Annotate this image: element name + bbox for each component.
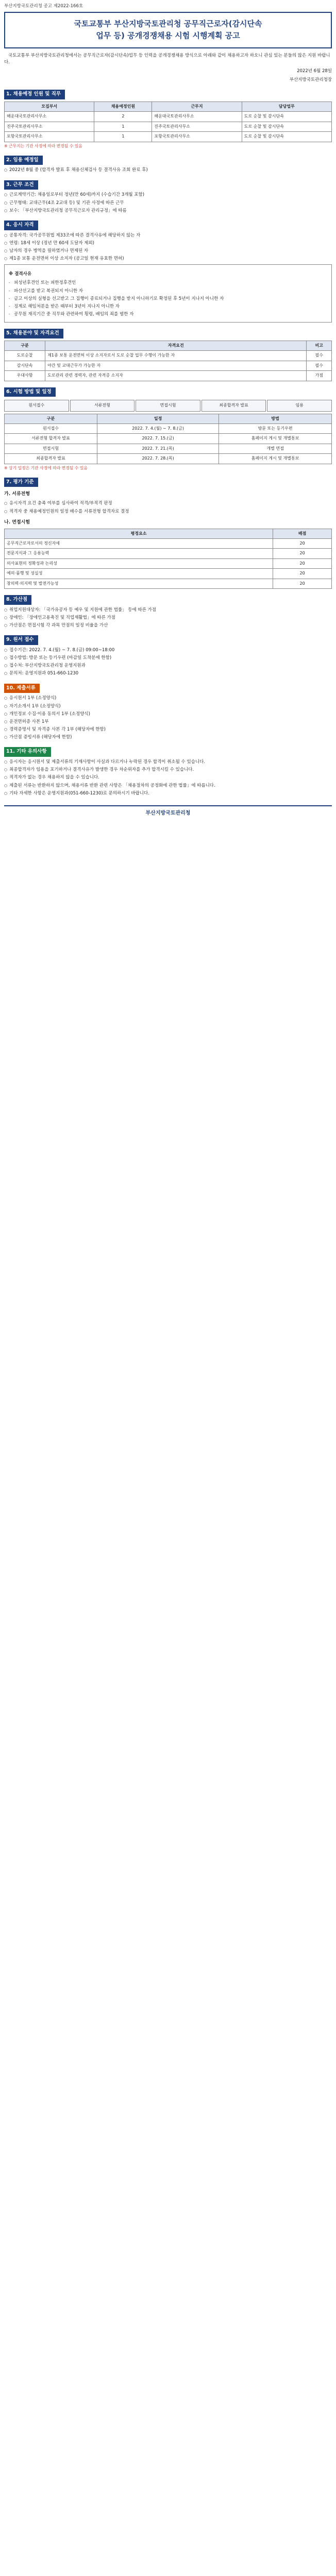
section-6	[4, 387, 332, 471]
section-7	[4, 478, 332, 589]
table-cell: 진주국토관리사무소	[152, 122, 242, 131]
list-item: ○ 근로계약기간: 채용일로부터 정년(만 60세)까지 (수습기간 3개월 포함)	[4, 192, 332, 198]
table-cell: 의사표현의 정확성과 논리성	[5, 558, 273, 568]
list-item: - 파산선고를 받고 복권되지 아니한 자	[9, 288, 327, 295]
table-cell: 포항국토관리사무소	[152, 132, 242, 142]
section-11-heading: 11. 기타 유의사항	[4, 747, 51, 757]
table-cell: 방문 또는 등기우편	[219, 424, 332, 434]
table-row	[5, 569, 332, 579]
list-item: ○ 자기소개서 1부 (소정양식)	[4, 703, 332, 710]
table-row	[5, 361, 332, 370]
list-item: ○ 취업지원대상자: 「국가유공자 등 예우 및 지원에 관한 법률」 등에 따른 가점	[4, 607, 332, 614]
section-1-note: ※ 근무지는 기관 사정에 따라 변경될 수 있음	[4, 143, 82, 148]
table-row	[5, 549, 332, 558]
table-cell: 20	[273, 539, 332, 549]
section-5	[4, 329, 332, 381]
table-row	[5, 444, 332, 453]
table-cell: 2022. 7. 21.(목)	[97, 444, 219, 453]
list-item: ○ 가산점은 면접시험 각 과목 만점의 일정 비율을 가산	[4, 622, 332, 629]
table-cell: 20	[273, 579, 332, 588]
table-cell: 20	[273, 569, 332, 579]
section-6-note: ※ 상기 일정은 기관 사정에 따라 변경될 수 있음	[4, 465, 88, 470]
table-row	[5, 539, 332, 549]
table-header: 담당업무	[242, 102, 331, 112]
list-item: ○ 가산점 증빙서류 (해당자에 한함)	[4, 734, 332, 741]
section-7-table	[4, 529, 332, 589]
table-cell: 면접시험	[5, 444, 97, 453]
table-header: 자격요건	[45, 341, 307, 351]
table-cell: 야간 및 교대근무가 가능한 자	[45, 361, 307, 370]
process-step: 임용	[267, 400, 332, 411]
list-item: ○ 응시자는 응시원서 및 제출서류의 기재사항이 사실과 다르거나 누락된 경우 합격이 취소될 수 있습니다.	[4, 759, 332, 766]
table-header: 평정요소	[5, 529, 273, 538]
list-item: ○ 운전면허증 사본 1부	[4, 719, 332, 725]
section-8	[4, 595, 332, 629]
table-cell: 감시단속	[5, 361, 45, 370]
table-cell: 진주국토관리사무소	[5, 122, 94, 131]
table-cell: 가점	[307, 371, 332, 381]
section-6-table	[4, 414, 332, 464]
table-cell: 홈페이지 게시 및 개별통보	[219, 454, 332, 464]
table-cell: 원서접수	[5, 424, 97, 434]
table-cell: 1	[94, 122, 152, 131]
table-row	[5, 558, 332, 568]
table-cell: 2022. 7. 28.(목)	[97, 454, 219, 464]
page-title-line1: 국토교통부 부산지방국토관리청 공무직근로자(감시단속	[74, 19, 262, 29]
section-4	[4, 221, 332, 323]
section-1	[4, 90, 332, 149]
list-item: ○ 경력증명서 및 자격증 사본 각 1부 (해당자에 한함)	[4, 726, 332, 733]
list-item: ○ 2022년 8월 중 (합격자 발표 후 채용신체검사 등 결격사유 조회 완료 후)	[4, 167, 332, 174]
disqualification-title: ※ 결격사유	[9, 272, 32, 277]
list-item: ○ 기타 자세한 사항은 운영지원과(051-660-1230)로 문의하시기 바랍니다.	[4, 790, 332, 797]
table-header: 구분	[5, 341, 45, 351]
list-item: - 금고 이상의 실형을 선고받고 그 집행이 종료되거나 집행을 받지 아니하기로 확정된 후 5년이 지나지 아니한 자	[9, 296, 327, 302]
section-10-heading: 10. 제출서류	[4, 684, 40, 693]
table-row	[5, 122, 332, 131]
section-2-heading: 2. 임용 예정일	[4, 156, 43, 165]
table-cell: 우대사항	[5, 371, 45, 381]
section-6-heading: 6. 시험 방법 및 일정	[4, 387, 56, 397]
table-cell: 제1종 보통 운전면허 이상 소지자로서 도로 순찰 업무 수행이 가능한 자	[45, 351, 307, 361]
process-step: 최종합격자 발표	[201, 400, 266, 411]
table-cell: 2022. 7. 4.(월) ~ 7. 8.(금)	[97, 424, 219, 434]
list-item: ○ 적격자 중 채용예정인원의 일정 배수를 서류전형 합격자로 결정	[4, 509, 332, 515]
section-11	[4, 747, 332, 797]
process-step: 서류전형	[70, 400, 135, 411]
list-item: - 피성년후견인 또는 피한정후견인	[9, 280, 327, 286]
issue-date: 2022년 6월 28일	[297, 69, 332, 74]
list-item: ○ 제출된 서류는 반환하지 않으며, 채용서류 반환 관련 사항은 「채용절차의 공정화에 관한 법률」에 따릅니다.	[4, 783, 332, 789]
section-3-heading: 3. 근무 조건	[4, 180, 38, 190]
section-7-heading: 7. 평가 기준	[4, 478, 38, 487]
issuer: 부산지방국토관리청장	[289, 77, 332, 83]
table-header: 근무지	[152, 102, 242, 112]
table-cell: 필수	[307, 361, 332, 370]
section-5-heading: 5. 채용분야 및 자격요건	[4, 329, 63, 338]
table-cell: 해운대국토관리사무소	[5, 112, 94, 122]
list-item: ○ 장애인: 「장애인고용촉진 및 직업재활법」에 따른 가점	[4, 615, 332, 621]
table-cell: 20	[273, 549, 332, 558]
section-7-sub1: 가. 서류전형	[4, 492, 30, 497]
table-cell: 필수	[307, 351, 332, 361]
list-item: ○ 응시자격 요건 충족 여부를 심사하여 적격/부적격 판정	[4, 500, 332, 507]
section-2	[4, 156, 332, 174]
section-1-table	[4, 101, 332, 142]
list-item: ○ 남자의 경우 병역을 필하였거나 면제된 자	[4, 248, 332, 255]
table-header: 방법	[219, 414, 332, 423]
table-cell: 도로관리 관련 경력자, 관련 자격증 소지자	[45, 371, 307, 381]
list-item: ○ 접수기간: 2022. 7. 4.(월) ~ 7. 8.(금) 09:00~18:00	[4, 647, 332, 654]
list-item: ○ 응시원서 1부 (소정양식)	[4, 695, 332, 702]
list-item: ○ 최종합격자가 임용을 포기하거나 결격사유가 발생한 경우 차순위자를 추가 합격시킬 수 있습니다.	[4, 767, 332, 773]
list-item: - 징계로 해임처분을 받은 때부터 3년이 지나지 아니한 자	[9, 303, 327, 310]
table-cell: 해운대국토관리사무소	[152, 112, 242, 122]
list-item: ○ 연령: 18세 이상 (정년 만 60세 도달자 제외)	[4, 240, 332, 247]
table-cell: 2022. 7. 15.(금)	[97, 434, 219, 444]
table-cell: 도로 순찰 및 감시단속	[242, 132, 331, 142]
section-9	[4, 635, 332, 677]
table-row	[5, 112, 332, 122]
section-9-heading: 9. 원서 접수	[4, 635, 38, 645]
list-item: ○ 개인정보 수집·이용 동의서 1부 (소정양식)	[4, 711, 332, 718]
table-cell: 서류전형 합격자 발표	[5, 434, 97, 444]
process-step: 면접시험	[136, 400, 200, 411]
table-cell: 2	[94, 112, 152, 122]
intro-text: 국토교통부 부산지방국토관리청에서는 공무직근로자(감시단속)업무 등 인력을 공개경쟁채용 방식으로 아래와 같이 채용하고자 하오니 관심 있는 분들의 많은 지원 바랍니다.	[4, 53, 330, 65]
table-cell: 도로순찰	[5, 351, 45, 361]
title-box	[4, 12, 332, 48]
section-1-heading: 1. 채용예정 인원 및 직무	[4, 90, 65, 99]
table-row	[5, 424, 332, 434]
table-header: 배점	[273, 529, 332, 538]
table-cell: 도로 순찰 및 감시단속	[242, 112, 331, 122]
list-item: ○ 문의처: 운영지원과 051-660-1230	[4, 670, 332, 677]
footer-issuer: 부산지방국토관리청	[4, 805, 332, 818]
process-steps	[4, 400, 332, 411]
table-cell: 홈페이지 게시 및 개별통보	[219, 434, 332, 444]
list-item: ○ 공통자격: 국가공무원법 제33조에 따른 결격사유에 해당하지 않는 자	[4, 232, 332, 239]
section-10	[4, 684, 332, 741]
table-cell: 최종합격자 발표	[5, 454, 97, 464]
list-item: ○ 접수처: 부산지방국토관리청 운영지원과	[4, 663, 332, 669]
table-cell: 도로 순찰 및 감시단속	[242, 122, 331, 131]
table-row	[5, 454, 332, 464]
table-cell: 창의력·의지력 및 발전가능성	[5, 579, 273, 588]
table-cell: 예의·품행 및 성실성	[5, 569, 273, 579]
table-row	[5, 132, 332, 142]
table-cell: 공무직근로자로서의 정신자세	[5, 539, 273, 549]
section-3	[4, 180, 332, 214]
list-item: - 공무원 재직기간 중 직무와 관련하여 횡령, 배임의 죄를 범한 자	[9, 311, 327, 318]
section-7-sub2: 나. 면접시험	[4, 519, 30, 525]
table-row	[5, 351, 332, 361]
list-item: ○ 근무형태: 교대근무(4조 2교대 등) 및 기관 사정에 따른 근무	[4, 200, 332, 207]
table-cell: 20	[273, 558, 332, 568]
table-header: 비고	[307, 341, 332, 351]
table-row	[5, 579, 332, 588]
page-title-line2: 업무 등) 공개경쟁채용 시험 시행계획 공고	[96, 31, 240, 41]
section-4-heading: 4. 응시 자격	[4, 221, 38, 230]
list-item: ○ 적격자가 없는 경우 채용하지 않을 수 있습니다.	[4, 774, 332, 781]
list-item: ○ 보수: 「부산지방국토관리청 공무직근로자 관리규정」에 따름	[4, 208, 332, 214]
notice-number: 부산지방국토관리청 공고 제2022-166호	[4, 4, 83, 9]
table-cell: 전문지식과 그 응용능력	[5, 549, 273, 558]
table-header: 일정	[97, 414, 219, 423]
section-5-table	[4, 341, 332, 381]
page	[0, 0, 336, 827]
table-header: 채용예정인원	[94, 102, 152, 112]
process-step: 원서접수	[4, 400, 69, 411]
list-item: ○ 제1종 보통 운전면허 이상 소지자 (공고일 현재 유효한 면허)	[4, 256, 332, 262]
table-header: 모집부서	[5, 102, 94, 112]
disqualification-box	[4, 264, 332, 323]
table-cell: 1	[94, 132, 152, 142]
table-cell: 포항국토관리사무소	[5, 132, 94, 142]
table-cell: 개별 면접	[219, 444, 332, 453]
table-row	[5, 434, 332, 444]
section-8-heading: 8. 가산점	[4, 595, 31, 605]
table-header: 구분	[5, 414, 97, 423]
table-row	[5, 371, 332, 381]
list-item: ○ 접수방법: 방문 또는 등기우편 (마감일 도착분에 한함)	[4, 655, 332, 662]
